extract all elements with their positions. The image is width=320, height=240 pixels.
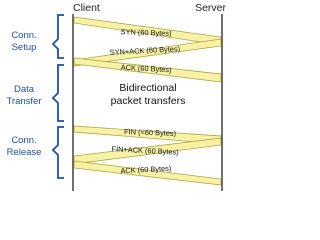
- phase-label-setup-line1: Conn.: [11, 30, 37, 41]
- phase-label-transfer-line2: Transfer: [6, 96, 42, 107]
- message-label-ack: ACK (60 Bytes): [120, 62, 172, 75]
- phase-label-release-line2: Release: [6, 147, 42, 158]
- message-label-fin: FIN (<60 Bytes): [123, 127, 177, 138]
- data-transfer-description: [111, 82, 186, 107]
- message-label-syn-ack: SYN+ACK (60 Bytes): [109, 44, 181, 57]
- phase-brackets: [53, 15, 64, 178]
- bracket-conn-release: [53, 127, 64, 178]
- bracket-conn-setup: [53, 15, 64, 58]
- data-transfer-line1: Bidirectional: [119, 82, 177, 94]
- bracket-data-transfer: [53, 65, 64, 121]
- server-label: Server: [195, 2, 226, 14]
- message-label-syn: SYN (60 Bytes): [120, 27, 172, 38]
- message-label-fin-ack: FIN+ACK (60 Bytes): [111, 144, 179, 157]
- client-label: Client: [73, 2, 100, 14]
- phase-label-setup-line2: Setup: [11, 42, 37, 53]
- phase-label-release-line1: Conn.: [11, 135, 37, 146]
- phase-labels: [6, 30, 41, 158]
- phase-label-transfer-line1: Data: [13, 84, 35, 95]
- data-transfer-line2: packet transfers: [110, 95, 186, 107]
- message-label-final-ack: ACK (60 Bytes): [120, 163, 172, 176]
